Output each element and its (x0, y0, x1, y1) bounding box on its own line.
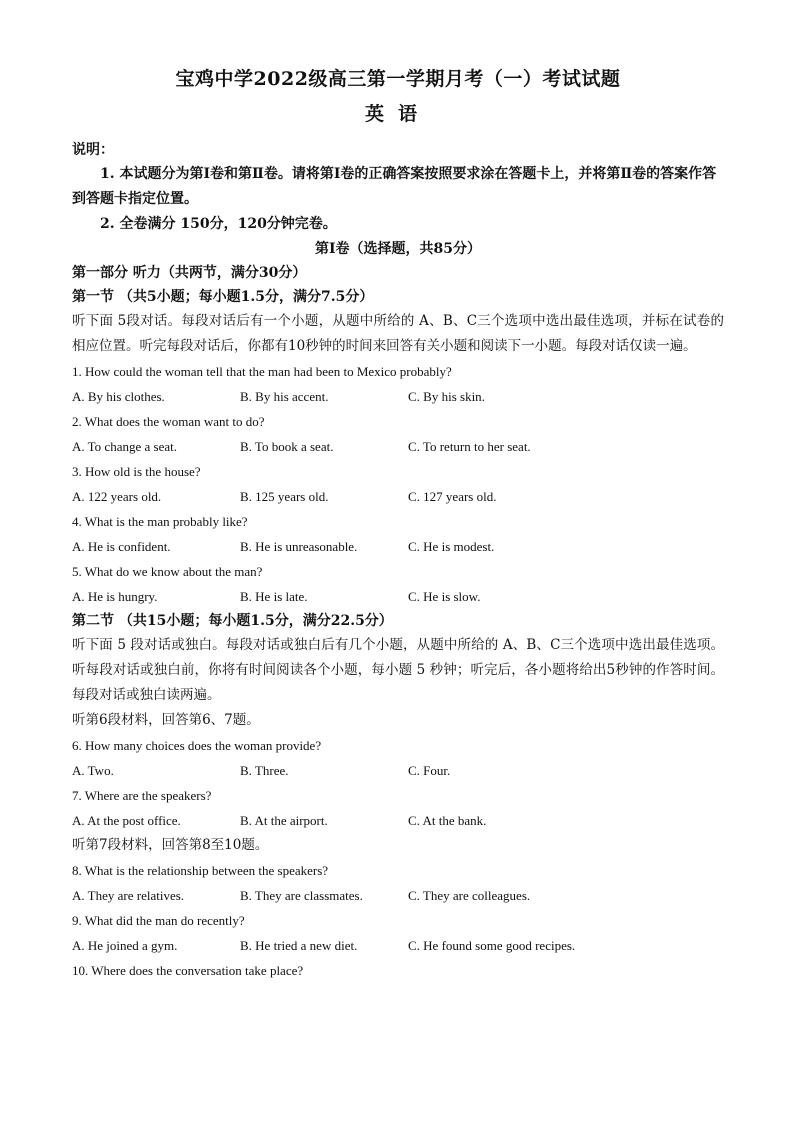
option-b: B. He is unreasonable. (240, 539, 358, 554)
material-7-note: 听第7段材料，回答第8至10题。 (72, 837, 269, 853)
option-a: A. Two. (72, 763, 114, 778)
question-stem: 10. Where does the conversation take place? (72, 963, 304, 978)
question-stem: 6. How many choices does the woman provide? (72, 738, 322, 753)
question-options (72, 883, 724, 908)
question-stem: 9. What did the man do recently? (72, 913, 245, 928)
option-b: B. By his accent. (240, 389, 329, 404)
option-a: A. To change a seat. (72, 439, 177, 454)
question-stem: 7. Where are the speakers? (72, 788, 212, 803)
note-item-2: 2. 全卷满分 150分，120分钟完卷。 (100, 216, 337, 232)
material-6-note: 听第6段材料，回答第6、7题。 (72, 712, 260, 728)
option-c: C. He is modest. (408, 539, 495, 554)
option-c: C. By his skin. (408, 389, 485, 404)
question-options (72, 933, 724, 958)
option-a: A. At the post office. (72, 813, 181, 828)
section1-heading: 第一节 （共5小题；每小题1.5分，满分7.5分） (72, 289, 374, 305)
question-10 (72, 958, 724, 983)
question-options (72, 808, 724, 833)
question-6 (72, 733, 724, 783)
question-3 (72, 459, 724, 509)
option-b: B. To book a seat. (240, 439, 334, 454)
option-c: C. He found some good recipes. (408, 938, 576, 953)
question-1 (72, 359, 724, 409)
question-options (72, 434, 724, 459)
option-b: B. They are classmates. (240, 888, 363, 903)
question-stem: 5. What do we know about the man? (72, 564, 263, 579)
note-item-1: 1. 本试题分为第Ⅰ卷和第Ⅱ卷。请将第Ⅰ卷的正确答案按照要求涂在答题卡上，并将第Ⅱ卷的答案作答到答题卡指定位置。 (72, 166, 717, 207)
question-9 (72, 908, 724, 958)
exam-title: 宝鸡中学2022级高三第一学期月考（一）考试试题 (175, 68, 621, 90)
option-a: A. By his clothes. (72, 389, 165, 404)
option-c: C. To return to her seat. (408, 439, 531, 454)
option-c: C. Four. (408, 763, 451, 778)
question-2 (72, 409, 724, 459)
option-c: C. They are colleagues. (408, 888, 531, 903)
option-c: C. 127 years old. (408, 489, 497, 504)
question-options (72, 584, 724, 609)
section2-heading: 第二节 （共15小题；每小题1.5分，满分22.5分） (72, 613, 393, 629)
option-a: A. He joined a gym. (72, 938, 178, 953)
option-b: B. Three. (240, 763, 289, 778)
subject-title: 英语 (364, 103, 431, 125)
option-b: B. At the airport. (240, 813, 328, 828)
question-options (72, 484, 724, 509)
option-a: A. 122 years old. (72, 489, 162, 504)
question-stem: 8. What is the relationship between the speakers? (72, 863, 329, 878)
question-stem: 1. How could the woman tell that the man had been to Mexico probably? (72, 364, 452, 379)
section1-instructions: 听下面 5段对话。每段对话后有一个小题，从题中所给的 A、B、C三个选项中选出最佳选项，并标在试卷的相应位置。听完每段对话后，你都有10秒钟的时间来回答有关小题和阅读下一小题。每段对话仅读一遍。 (72, 313, 724, 354)
option-b: B. 125 years old. (240, 489, 329, 504)
question-options (72, 384, 724, 409)
option-a: A. He is confident. (72, 539, 171, 554)
question-4 (72, 509, 724, 559)
option-b: B. He tried a new diet. (240, 938, 358, 953)
question-stem: 3. How old is the house? (72, 464, 201, 479)
question-options (72, 534, 724, 559)
option-b: B. He is late. (240, 589, 308, 604)
question-8 (72, 858, 724, 908)
option-c: C. He is slow. (408, 589, 481, 604)
section2-instructions: 听下面 5 段对话或独白。每段对话或独白后有几个小题，从题中所给的 A、B、C三个选项中选出最佳选项。听每段对话或独白前，你将有时间阅读各个小题，每小题 5 秒钟；听完后，各小题将给出5秒钟的作答时间。每段对话或独白读两遍。 (72, 637, 724, 703)
question-stem: 2. What does the woman want to do? (72, 414, 265, 429)
question-7 (72, 783, 724, 833)
part-heading: 第一部分 听力（共两节，满分30分） (72, 265, 307, 281)
option-a: A. They are relatives. (72, 888, 185, 903)
notes-label: 说明： (72, 142, 114, 158)
option-a: A. He is hungry. (72, 589, 158, 604)
question-stem: 4. What is the man probably like? (72, 514, 248, 529)
question-options (72, 758, 724, 783)
volume-heading: 第Ⅰ卷（选择题，共85分） (314, 241, 482, 257)
option-c: C. At the bank. (408, 813, 487, 828)
question-5 (72, 559, 724, 609)
